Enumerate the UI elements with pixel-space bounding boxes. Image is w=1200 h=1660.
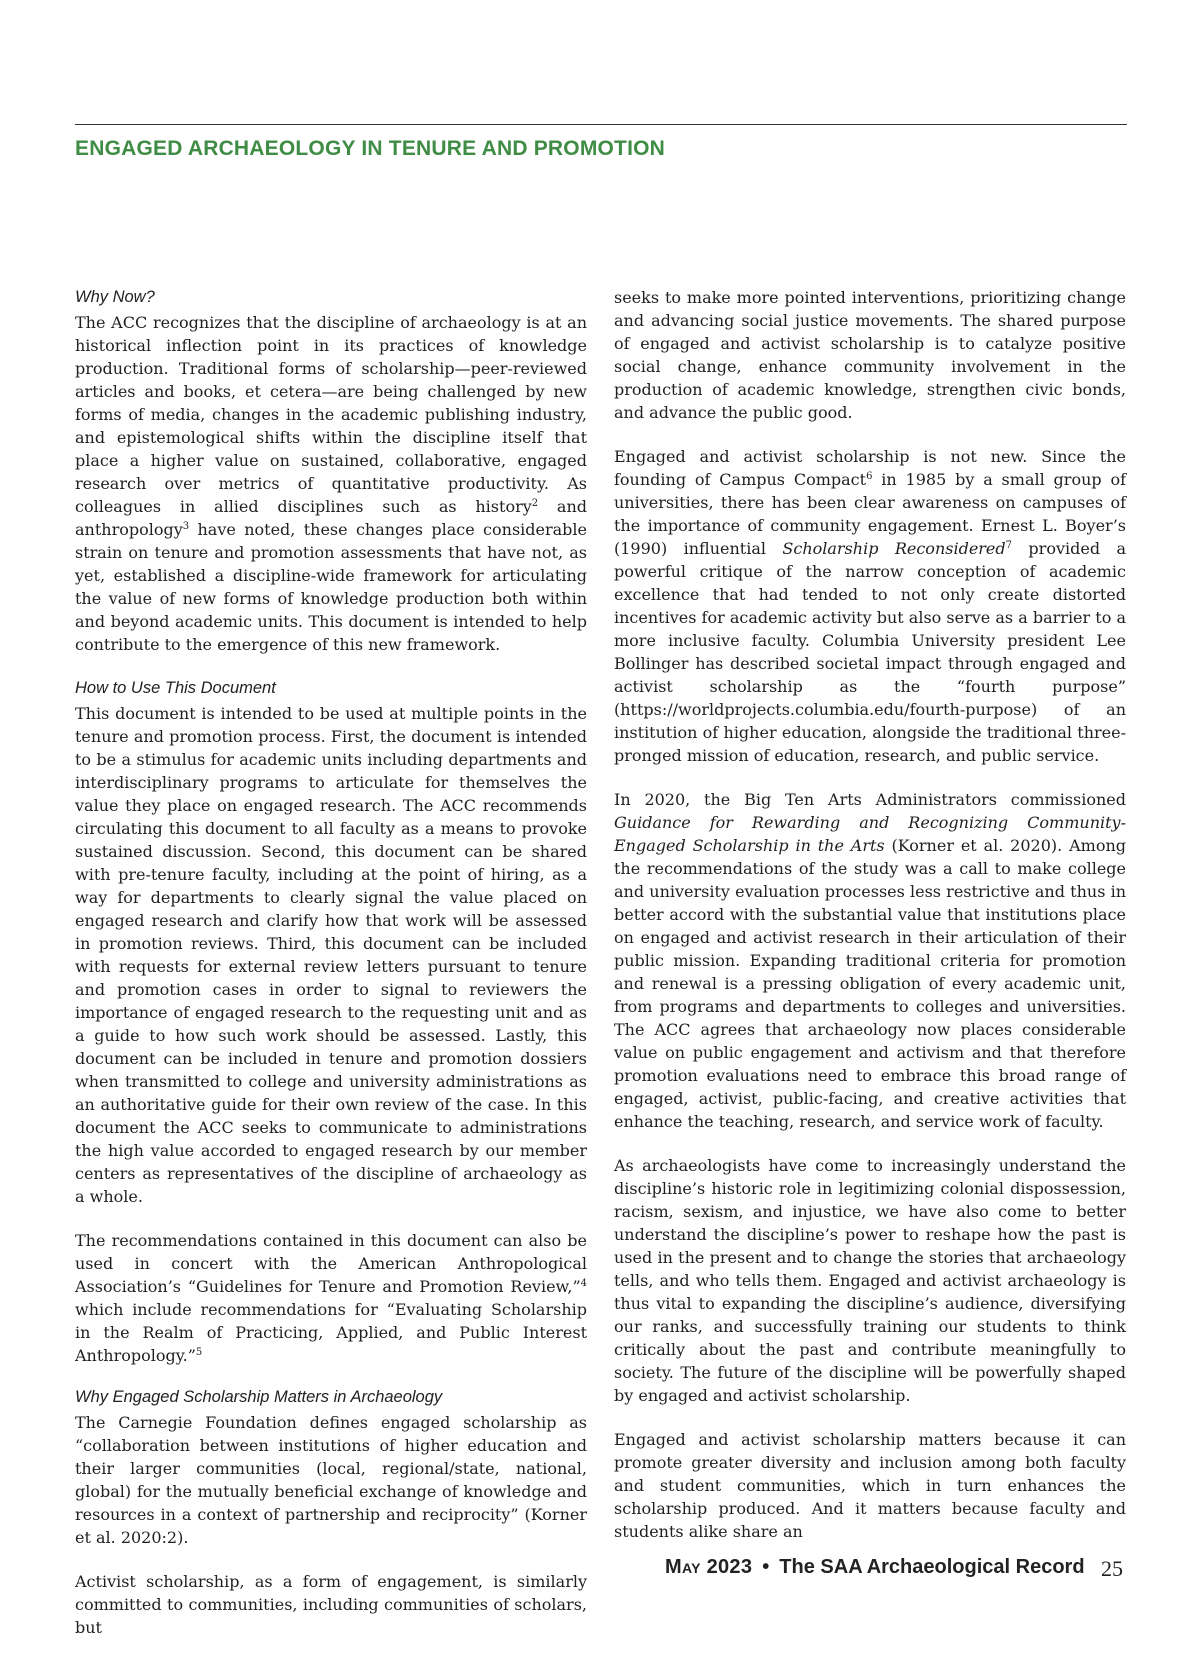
text-run: and anthropology [75,497,588,539]
section-heading-how-to-use: How to Use This Document [75,679,276,697]
paragraph-how-to-use-1: This document is intended to be used at multiple points in the tenure and promotion process. First, the document is intended to be a stimulus for academic units including departments and interdisciplinary programs to articulate for themselves the value they place on engaged research. The ACC recommends circulating this document to all faculty as a means to provoke sustained discussion. Second, this document can be shared with pre-tenure faculty, including at the point of hiring, as a way for departments to clearly signal the value placed on engaged research and clarify how that work will be assessed in promotion reviews. Third, this document can be included with requests for external review letters pursuant to tenure and promotion cases in order to signal to reviewers the importance of engaged research to the requesting unit and as a guide to how such work should be assessed. Lastly, this document can be included in tenure and promotion dossiers when transmitted to college and university administrations as an authoritative guide for their own review of the case. In this document the ACC seeks to communicate to administrations the high value accorded to engaged research by our member centers as representatives of the discipline of archaeology as a whole. [75,704,587,1206]
text-run: The recommendations contained in this document can also be used in concert with the American Anthropological Association’s “Guidelines for Tenure and Promotion Review,” [75,1231,587,1296]
footnote-marker: 3 [182,521,190,532]
footer-issue-date: May 2023 [665,1556,753,1578]
footer-running-title [665,1556,1085,1579]
text-run: Engaged and activist scholarship is not new. Since the founding of Campus Compact [614,447,1126,489]
footer-bullet: • [762,1556,770,1578]
text-run: have noted, these changes place considerable strain on tenure and promotion assessments that have not, as yet, established a discipline-wide framework for articulating the value of new forms of knowledge production both within and beyond academic units. This document is intended to help contribute to the emergence of this new framework. [75,520,587,654]
paragraph-why-engaged-1: The Carnegie Foundation defines engaged scholarship as “collaboration between institutions of higher education and their larger communities (local, regional/state, national, global) for the mutually beneficial exchange of knowledge and resources in a context of partnership and reciprocity” (Korner et al. 2020:2). [75,1413,587,1547]
text-run: which include recommendations for “Evaluating Scholarship in the Realm of Practicing, Applied, and Public Interest Anthropology.” [75,1300,587,1365]
footnote-marker: 7 [1005,540,1013,551]
text-run: In 2020, the Big Ten Arts Administrators commissioned [614,790,1126,809]
header-rule [75,124,1127,125]
footnote-marker: 2 [531,498,539,509]
page-number: 25 [1101,1556,1123,1581]
footer-journal-name: The SAA Archaeological Record [779,1556,1085,1578]
book-title: Scholarship Reconsidered [782,539,1006,558]
footnote-marker: 4 [580,1278,587,1289]
section-heading-why-now: Why Now? [75,288,155,306]
footnote-marker: 6 [866,471,873,482]
text-run: (Korner et al. 2020). Among the recommendations of the study was a call to make college and university evaluation processes less restrictive and thus in better accord with the substantial value that institutions place on engaged and activist research in their articulation of their public mission. Expanding traditional criteria for promotion and renewal is a pressing obligation of every academic unit, from programs and departments to colleges and universities. The ACC agrees that archaeology now places considerable value on public engagement and activism and that therefore promotion evaluations need to embrace this broad range of engaged, activist, public-facing, and creative activities that enhance the teaching, research, and service work of faculty. [614,836,1126,1131]
text-run: provided a powerful critique of the narrow conception of academic excellence that had tended to not only create distorted incentives for academic activity but also serve as a barrier to a more inclusive faculty. Columbia University president Lee Bollinger has described societal impact through engaged and activist scholarship as the “fourth purpose” (https://worldprojects.columbia.edu/fourth-purpose) of an institution of higher education, alongside the traditional three-pronged mission of education, research, and public service. [614,539,1127,765]
paragraph-why-engaged-2: Activist scholarship, as a form of engagement, is similarly committed to communities, including communities of scholars, but [75,1572,587,1637]
text-run: The ACC recognizes that the discipline of archaeology is at an historical inflection point in its practices of knowledge production. Traditional forms of scholarship—peer-reviewed articles and books, et cetera—are being challenged by new forms of media, changes in the academic publishing industry, and epistemological shifts within the discipline itself that place a higher value on sustained, collaborative, engaged research over metrics of quantitative productivity. As colleagues in allied disciplines such as history [75,313,587,516]
report-title: Guidance for Rewarding and Recognizing Community-Engaged Scholarship in the Arts [614,813,1126,855]
right-column [614,286,1126,1564]
text-run: in 1985 by a small group of universities, there has been clear awareness on campuses of the importance of community engagement. Ernest L. Boyer’s (1990) influential [614,470,1127,558]
paragraph-right-3 [614,788,1126,1133]
paragraph-right-2 [614,445,1126,767]
section-heading-why-engaged: Why Engaged Scholarship Matters in Archaeology [75,1388,443,1406]
left-column [75,286,587,1660]
paragraph-right-5: Engaged and activist scholarship matters because it can promote greater diversity and inclusion among both faculty and student communities, which in turn enhances the scholarship produced. And it matters because faculty and students alike share an [614,1430,1126,1541]
page-title: ENGAGED ARCHAEOLOGY IN TENURE AND PROMOTION [75,137,666,160]
paragraph-how-to-use-2 [75,1229,587,1367]
footnote-marker: 5 [195,1347,203,1358]
paragraph-right-4: As archaeologists have come to increasingly understand the discipline’s historic role in legitimizing colonial dispossession, racism, sexism, and injustice, we have also come to better understand the discipline’s power to reshape how the past is used in the present and to change the stories that archaeology tells, and who tells them. Engaged and activist archaeology is thus vital to expanding the discipline’s audience, diversifying our ranks, and successfully training our students to think critically about the past and contribute meaningfully to society. The future of the discipline will be powerfully shaped by engaged and activist scholarship. [614,1156,1126,1405]
paragraph-why-now [75,311,587,656]
paragraph-right-1: seeks to make more pointed interventions, prioritizing change and advancing social justice movements. The shared purpose of engaged and activist scholarship is to catalyze positive social change, enhance community involvement in the production of academic knowledge, strengthen civic bonds, and advance the public good. [614,288,1126,422]
